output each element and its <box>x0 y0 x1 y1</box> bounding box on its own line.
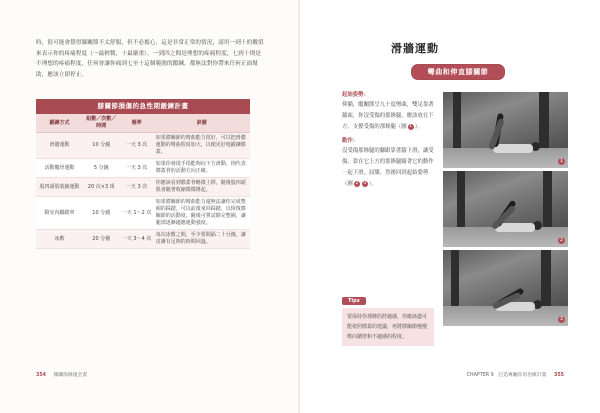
photo-number: 3 <box>559 316 564 322</box>
cell-sets: 5 分鐘 <box>83 159 119 178</box>
figure-ref-badge: 3 <box>363 180 367 186</box>
table-header-row <box>36 114 250 133</box>
table-row <box>36 230 250 249</box>
photo-number: 2 <box>559 237 564 243</box>
start-position-text: 仰躺，髖關節呈九十度彎曲，雙足靠著牆面，你沒受傷的那條腿，應該放在下方，支撐受傷的那條腿（圖 1 ）。 <box>342 102 434 130</box>
plan-table <box>36 114 250 249</box>
exercise-photo <box>443 92 568 168</box>
table-title: 膝關節損傷的急性期鍛鍊計畫 <box>36 99 250 114</box>
cell-tips: 如果膝關節的彎曲能力很好，可以把滑牆運動的彎曲程度加大，以便更好地鍛鍊膝蓋。 <box>154 133 250 159</box>
right-page-number: 355 <box>553 373 564 378</box>
cell-frequency: 一天 1～2 次 <box>119 197 153 230</box>
left-footer <box>36 371 87 378</box>
left-page-number: 354 <box>36 373 47 378</box>
table-row <box>36 178 250 197</box>
figure-ref-badge: 2 <box>355 180 359 186</box>
cell-tips: 如果你發現手指能夠向下方滑動，則代表膝蓋骨的活動方向正確。 <box>154 159 250 178</box>
photo-number: 1 <box>559 158 564 164</box>
table-row <box>36 133 250 159</box>
cell-method: 滑牆運動 <box>36 133 83 159</box>
cell-frequency: 一天 3 次 <box>119 159 153 178</box>
cell-tips: 如果膝關節的彎曲能力還無法讓你完成整圈的踩踏，可以前後來回踩踏，以恢復膝關節的活動度。隨後可嘗試騎完整圈，讓腿部逐漸適應運動強度。 <box>154 197 250 230</box>
exercise-photo <box>443 250 568 326</box>
cell-frequency: 一天 3 次 <box>119 178 153 197</box>
cell-sets: 20 分鐘 <box>83 230 119 249</box>
cell-sets: 10 分鐘 <box>83 133 119 159</box>
figure-ref-badge: 1 <box>409 123 413 129</box>
exercise-subtitle: 彎曲和伸直膝關節 <box>411 64 505 80</box>
action-text: 沒受傷那條腿的腳跟靠著牆下滑，讓受傷、靠在它上方的那條腿隨著它的動作一起下滑，屈膝，然後回到起始姿勢（圖 2 3 ）。 <box>342 148 434 187</box>
header-method: 鍛鍊方式 <box>36 114 83 133</box>
exercise-photos <box>443 92 568 329</box>
cell-frequency: 一天 3～4 次 <box>119 230 153 249</box>
chapter-title: CHAPTER 9 打造專屬你的治療計畫 <box>466 373 547 378</box>
exercise-photo <box>443 171 568 247</box>
cell-sets: 10 分鐘 <box>83 197 119 230</box>
cell-tips: 每次冰敷之間，至少要間隔二十分鐘，讓皮膚有足夠的時間回溫。 <box>154 230 250 249</box>
cell-method: 騎室內腳踏車 <box>36 197 83 230</box>
header-sets: 組數／次數／時間 <box>83 114 119 133</box>
book-title: 膝關節修復全書 <box>53 373 88 378</box>
action-label: 動作： <box>342 138 359 144</box>
cell-tips: 你應該看到膝蓋骨略微上移，隨後股四頭肌會隨著收縮微微隆起。 <box>154 178 250 197</box>
exercise-title: 滑牆運動 <box>391 42 439 55</box>
tips-tag: Tips <box>342 297 366 305</box>
intro-paragraph: 時，很可能會覺得膝關節不太舒服，但不必擔心，這是非常正常的情況，請用一到十的數值來表示你的疼痛程度（一最輕微，十最嚴重），一到四之間是理想的疼痛程度，七到十則是不理想的疼痛程度，任何會讓你痛到七至十這個範圍的鍛鍊，都無法對你帶來任何正面幫助，應該立即停止。 <box>36 40 264 78</box>
right-footer <box>467 371 564 378</box>
cell-frequency: 一天 3 次 <box>119 133 153 159</box>
right-page <box>300 0 600 413</box>
exercise-table <box>36 99 250 249</box>
cell-method: 股四頭肌收縮運動 <box>36 178 83 197</box>
cell-sets: 20 次×3 組 <box>83 178 119 197</box>
cell-method: 活動髖骨運動 <box>36 159 83 178</box>
tips-box <box>342 287 434 346</box>
start-text: 仰躺，髖關節呈九十度彎曲，雙足靠著牆面，你沒受傷的那條腿，應該放在下方，支撐受傷的那條腿（圖 <box>342 102 434 130</box>
table-row <box>36 159 250 178</box>
start-position-label: 起始姿勢： <box>342 92 369 98</box>
action-body: 沒受傷那條腿的腳跟靠著牆下滑，讓受傷、靠在它上方的那條腿隨著它的動作一起下滑，屈膝，然後回到起始姿勢（圖 <box>342 148 434 187</box>
cell-method: 冰敷 <box>36 230 83 249</box>
instructions <box>342 90 434 190</box>
header-frequency: 頻率 <box>119 114 153 133</box>
header-tips: 訣竅 <box>154 114 250 133</box>
table-row <box>36 197 250 230</box>
tips-text: 要保持你那條的舒適感，你應該盡可能依照膝蓋的建議，再將膝關節慢慢彎向牆壁和不適感的程度。 <box>342 308 434 346</box>
